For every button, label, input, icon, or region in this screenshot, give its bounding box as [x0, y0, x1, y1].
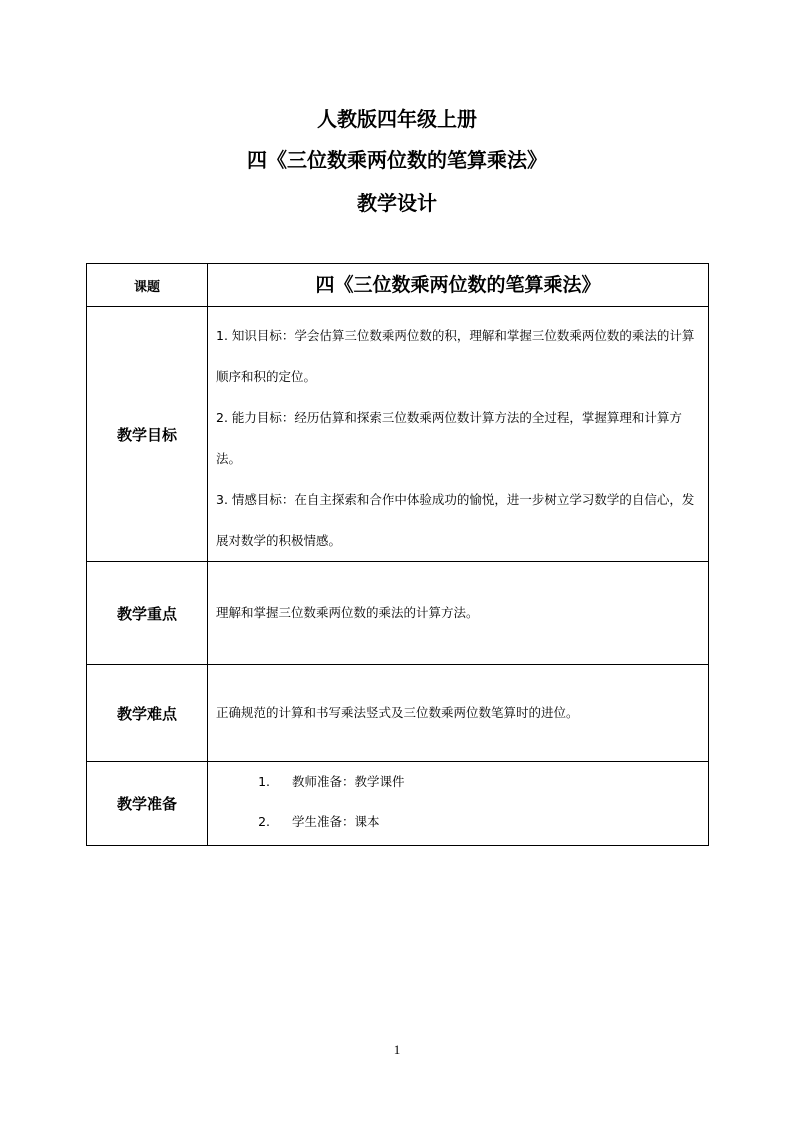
- page-number: 1: [393, 1042, 401, 1057]
- topic-value-cell: [208, 264, 709, 307]
- preparation-item-number: 2.: [258, 814, 270, 829]
- objectives-cell: [208, 307, 709, 562]
- table-row-topic: [87, 264, 709, 307]
- objectives-label: 教学目标: [87, 307, 208, 562]
- table-row-key-points: [87, 562, 709, 665]
- table-row-objectives: [87, 307, 709, 562]
- objective-item: 1. 知识目标：学会估算三位数乘两位数的积，理解和掌握三位数乘两位数的乘法的计算顺序和积的定位。: [216, 328, 695, 384]
- document-title-line-1: 人教版四年级上册: [317, 107, 477, 131]
- difficulties-cell: [208, 665, 709, 762]
- preparation-item-text: 学生准备：课本: [292, 814, 380, 829]
- key-points-label: 教学重点: [87, 562, 208, 665]
- document-title-line-2: 四《三位数乘两位数的笔算乘法》: [247, 148, 547, 172]
- difficulties-label: 教学难点: [87, 665, 208, 762]
- key-points-cell: [208, 562, 709, 665]
- preparation-label: 教学准备: [87, 762, 208, 846]
- preparation-cell: [208, 762, 709, 846]
- preparation-item: [208, 772, 708, 792]
- objective-item: 2. 能力目标：经历估算和探索三位数乘两位数计算方法的全过程，掌握算理和计算方法。: [216, 410, 682, 466]
- preparation-item-number: 1.: [258, 774, 270, 789]
- topic-label: 课题: [87, 264, 208, 307]
- table-row-difficulties: [87, 665, 709, 762]
- table-row-preparation: [87, 762, 709, 846]
- topic-value: 四《三位数乘两位数的笔算乘法》: [315, 274, 601, 296]
- lesson-plan-table: [86, 263, 709, 846]
- key-points-value: 理解和掌握三位数乘两位数的乘法的计算方法。: [216, 605, 479, 620]
- document-title-line-3: 教学设计: [357, 191, 437, 215]
- objective-item: 3. 情感目标：在自主探索和合作中体验成功的愉悦，进一步树立学习数学的自信心，发展对数学的积极情感。: [216, 492, 695, 548]
- preparation-item-text: 教师准备：教学课件: [292, 774, 405, 789]
- difficulties-value: 正确规范的计算和书写乘法竖式及三位数乘两位数笔算时的进位。: [216, 705, 579, 720]
- preparation-item: [208, 812, 708, 832]
